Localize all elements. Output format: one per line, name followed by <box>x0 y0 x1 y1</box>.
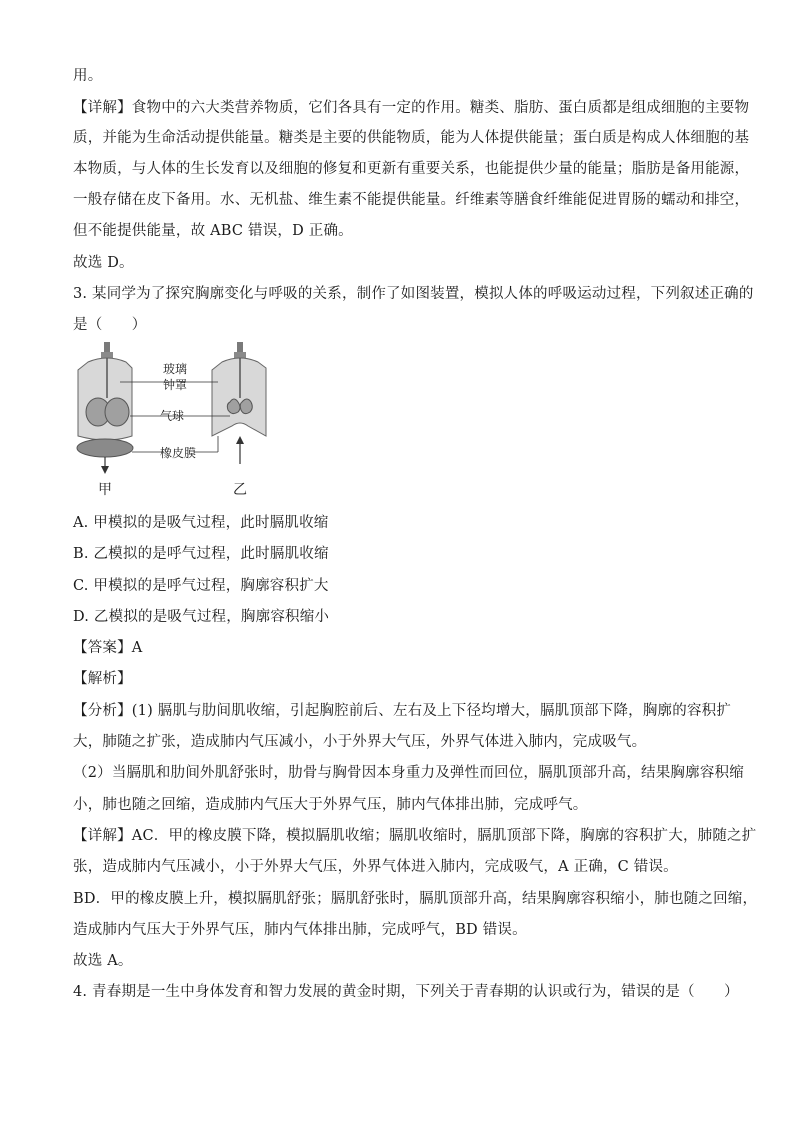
jar-jia <box>77 342 133 474</box>
analysis-line-4: 小，肺也随之回缩，造成肺内气压大于外界气压，肺内气体排出肺，完成呼气。 <box>73 797 588 813</box>
analysis-line-3: （2）当膈肌和肋间外肌舒张时，肋骨与胸骨因本身重力及弹性而回位，膈肌顶部升高，结果胸廓容积缩 <box>73 765 744 781</box>
detail-line-2: 张，造成肺内气压减小，小于外界大气压，外界气体进入肺内，完成吸气，A 正确，C 错误。 <box>73 859 678 875</box>
text-line-2: 【详解】食物中的六大类营养物质，它们各具有一定的作用。糖类、脂肪、蛋白质都是组成细胞的主要物 <box>73 100 750 116</box>
option-b: B. 乙模拟的是呼气过程，此时膈肌收缩 <box>73 546 329 562</box>
label-glass-1: 玻璃 <box>162 362 188 376</box>
label-balloon: 气球 <box>159 409 185 423</box>
text-line-4: 本物质，与人体的生长发育以及细胞的修复和更新有重要关系，也能提供少量的能量；脂肪是备用能源， <box>73 161 750 177</box>
option-c: C. 甲模拟的是呼气过程，胸廓容积扩大 <box>73 578 329 594</box>
bell-jar-illustration <box>70 340 290 500</box>
question-3-stem: 3. 某同学为了探究胸廓变化与呼吸的关系，制作了如图装置，模拟人体的呼吸运动过程，下列叙述正确的 <box>73 286 754 302</box>
choice-line: 故选 A。 <box>73 953 133 969</box>
detail-line-3: BD．甲的橡皮膜上升，模拟膈肌舒张；膈肌舒张时，膈肌顶部升高，结果胸廓容积缩小，肺也随之回缩， <box>73 891 758 907</box>
option-a: A. 甲模拟的是吸气过程，此时膈肌收缩 <box>73 515 329 531</box>
question-4-stem: 4. 青春期是一生中身体发育和智力发展的黄金时期，下列关于青春期的认识或行为，错误的是（ ） <box>73 984 739 1000</box>
analysis-line-2: 大，肺随之扩张，造成肺内气压减小，小于外界大气压，外界气体进入肺内，完成吸气。 <box>73 734 647 750</box>
question-3-stem-2: 是（ ） <box>73 317 147 333</box>
detail-line-4: 造成肺内气压大于外界气压，肺内气体排出肺，完成呼气，BD 错误。 <box>73 922 527 938</box>
detail-line-1: 【详解】AC．甲的橡皮膜下降，模拟膈肌收缩；膈肌收缩时，膈肌顶部下降，胸廓的容积扩大，肺随之扩 <box>73 828 757 844</box>
analysis-line-1: 【分析】(1) 膈肌与肋间肌收缩，引起胸腔前后、左右及上下径均增大，膈肌顶部下降，胸廓的容积扩 <box>73 703 732 719</box>
text-line-6: 但不能提供能量，故 ABC 错误，D 正确。 <box>73 223 353 239</box>
analysis-heading: 【解析】 <box>73 671 132 687</box>
text-line-7: 故选 D。 <box>73 255 134 271</box>
text-line-5: 一般存储在皮下备用。水、无机盐、维生素不能提供能量。纤维素等膳食纤维能促进胃肠的蠕动和排空， <box>73 192 750 208</box>
bell-jar-diagram <box>70 340 290 500</box>
label-yi: 乙 <box>233 482 247 498</box>
text-line-3: 质，并能为生命活动提供能量。糖类是主要的供能物质，能为人体提供能量；蛋白质是构成人体细胞的基 <box>73 130 750 146</box>
label-jia: 甲 <box>98 482 112 498</box>
label-membrane: 橡皮膜 <box>159 446 197 460</box>
option-d: D. 乙模拟的是吸气过程，胸廓容积缩小 <box>73 609 330 625</box>
label-glass-2: 钟罩 <box>162 378 188 392</box>
jar-yi <box>212 342 266 464</box>
text-line-1: 用。 <box>73 68 103 84</box>
answer-line: 【答案】A <box>73 640 143 656</box>
